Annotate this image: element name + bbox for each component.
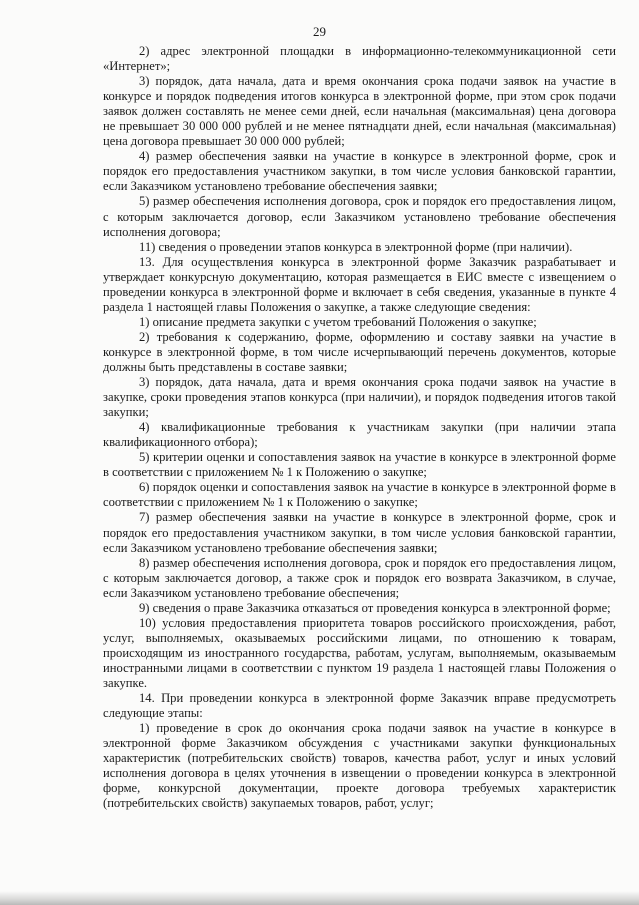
scan-bottom-edge [0,891,639,905]
paragraph-13-item-6: 6) порядок оценки и сопоставления заявок на участие в конкурсе в электронной форме в соответствии с приложением № 1 к Положению о закупке; [103,480,616,510]
paragraph-section-14: 14. При проведении конкурса в электронной форме Заказчик вправе предусмотреть следующие этапы: [103,691,616,721]
document-body [103,44,616,811]
paragraph-item-4-bid-security: 4) размер обеспечения заявки на участие в конкурсе в электронной форме, срок и порядок его предоставления участником закупки, в том числе условия банковской гарантии, если Заказчиком установлено требование обеспечения заявки; [103,149,616,194]
paragraph-item-11-stages: 11) сведения о проведении этапов конкурса в электронной форме (при наличии). [139,239,573,254]
paragraph-item-5-contract-security: 5) размер обеспечения исполнения договора, срок и порядок его предоставления лицом, с которым заключается договор, если Заказчиком установлено требование обеспечения исполнения договора; [103,194,616,239]
paragraph-13-item-9: 9) сведения о праве Заказчика отказаться от проведения конкурса в электронной форме; [139,600,611,615]
paragraph-13-item-8: 8) размер обеспечения исполнения договора, срок и порядок его предоставления лицом, с которым заключается договор, а также срок и порядок его возврата Заказчиком, в случае, если Заказчиком установлено требование обеспечения; [103,555,616,600]
paragraph-13-item-2: 2) требования к содержанию, форме, оформлению и составу заявки на участие в конкурсе в электронной форме, в том числе исчерпывающий перечень документов, которые должны быть представлены в составе заявки; [103,329,616,374]
paragraph-13-item-3: 3) порядок, дата начала, дата и время окончания срока подачи заявок на участие в закупке, сроки проведения этапов конкурса (при наличии), и порядок подведения итогов такой закупки; [103,375,616,420]
paragraph-item-2-platform-address: 2) адрес электронной площадки в информационно-телекоммуникационной сети «Интернет»; [103,44,616,74]
paragraph-13-item-7: 7) размер обеспечения заявки на участие в конкурсе в электронной форме, срок и порядок его предоставления участником закупки, в том числе условия банковской гарантии, если Заказчиком установлено требование обеспечения заявки; [103,510,616,555]
paragraph-14-item-1: 1) проведение в срок до окончания срока подачи заявок на участие в конкурсе в электронной форме Заказчиком обсуждения с участниками закупки функциональных характеристик (потребительских свойств) товаров, качества работ, услуг и иных условий исполнения договора в целях уточнения в извещении о проведении конкурса в электронной форме, конкурсной документации, проекте договора требуемых характеристик (потребительских свойств) закупаемых товаров, работ, услуг; [103,721,616,811]
paragraph-item-3-submission-terms: 3) порядок, дата начала, дата и время окончания срока подачи заявок на участие в конкурсе и порядок подведения итогов конкурса в электронной форме, при этом срок подачи заявок должен составлять не менее семи дней, если начальная (максимальная) цена договора не превышает 30 000 000 рублей и не менее пятнадцати дней, если начальная (максимальная) цена договора превышает 30 000 000 рублей; [103,74,616,149]
page-number: 29 [313,24,326,39]
paragraph-13-item-5: 5) критерии оценки и сопоставления заявок на участие в конкурсе в электронной форме в соответствии с приложением № 1 к Положению о закупке; [103,450,616,480]
paragraph-13-item-4: 4) квалификационные требования к участникам закупки (при наличии этапа квалификационного отбора); [103,420,616,450]
paragraph-13-item-1: 1) описание предмета закупки с учетом требований Положения о закупке; [139,314,537,329]
paragraph-13-item-10: 10) условия предоставления приоритета товаров российского происхождения, работ, услуг, выполняемых, оказываемых российскими лицами, по отношению к товарам, происходящим из иностранного государства, работам, услугам, выполняемым, оказываемым иностранными лицами в соответствии с пунктом 19 раздела 1 настоящей главы Положения о закупке. [103,615,616,690]
paragraph-section-13: 13. Для осуществления конкурса в электронной форме Заказчик разрабатывает и утверждает конкурсную документацию, которая размещается в ЕИС вместе с извещением о проведении конкурса в электронной форме и включает в себя сведения, указанные в пункте 4 раздела 1 настоящей главы Положения о закупке, а также следующие сведения: [103,254,616,314]
